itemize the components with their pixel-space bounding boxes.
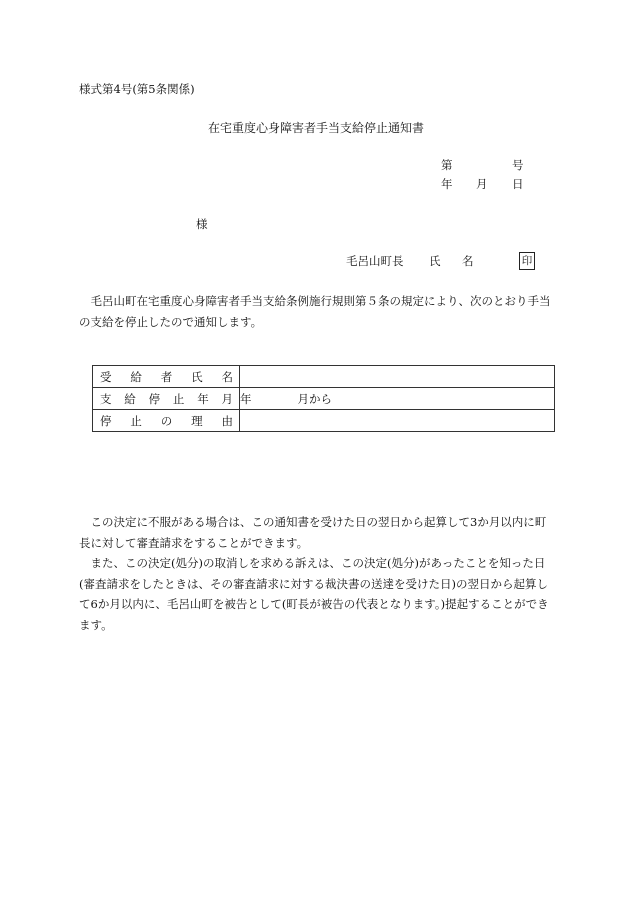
row-label: 停 止 の 理 由 [93, 410, 240, 432]
table-row [93, 410, 555, 432]
date-year: 年 [441, 177, 453, 191]
addressee-suffix: 様 [196, 217, 208, 231]
suspension-reason-field [240, 410, 555, 432]
suspension-date-field: 年 月から [240, 388, 555, 410]
recipient-name-field [240, 366, 555, 388]
date-day: 日 [512, 177, 524, 191]
document-title: 在宅重度心身障害者手当支給停止通知書 [208, 121, 425, 135]
notice-paragraph-2: また、この決定(処分)の取消しを求める訴えは、この決定(処分)があったことを知った日(審査請求をしたときは、その審査請求に対する裁決書の送達を受けた日)の翌日から起算して6か月以内に、毛呂山町を被告として(町長が被告の代表となります。)提起することができます。 [79, 556, 549, 632]
number-go: 号 [512, 158, 524, 172]
notice-paragraph-1: この決定に不服がある場合は、この通知書を受けた日の翌日から起算して3か月以内に町長に対して審査請求をすることができます。 [79, 515, 547, 550]
body-paragraph: 毛呂山町在宅重度心身障害者手当支給条例施行規則第５条の規定により、次のとおり手当の支給を停止したので通知します。 [79, 294, 551, 329]
table-row [93, 388, 555, 410]
info-table [92, 365, 555, 432]
row-label: 受 給 者 氏 名 [93, 366, 240, 388]
table-row [93, 366, 555, 388]
row-label: 支 給 停 止 年 月 [93, 388, 240, 410]
number-dai: 第 [441, 158, 453, 172]
issuer-mei: 名 [462, 254, 474, 268]
seal-mark: 印 [519, 252, 535, 270]
form-label: 様式第4号(第5条関係) [79, 82, 195, 96]
issuer-title: 毛呂山町長 [346, 254, 404, 268]
date-month: 月 [476, 177, 488, 191]
issuer-shi: 氏 [429, 254, 441, 268]
